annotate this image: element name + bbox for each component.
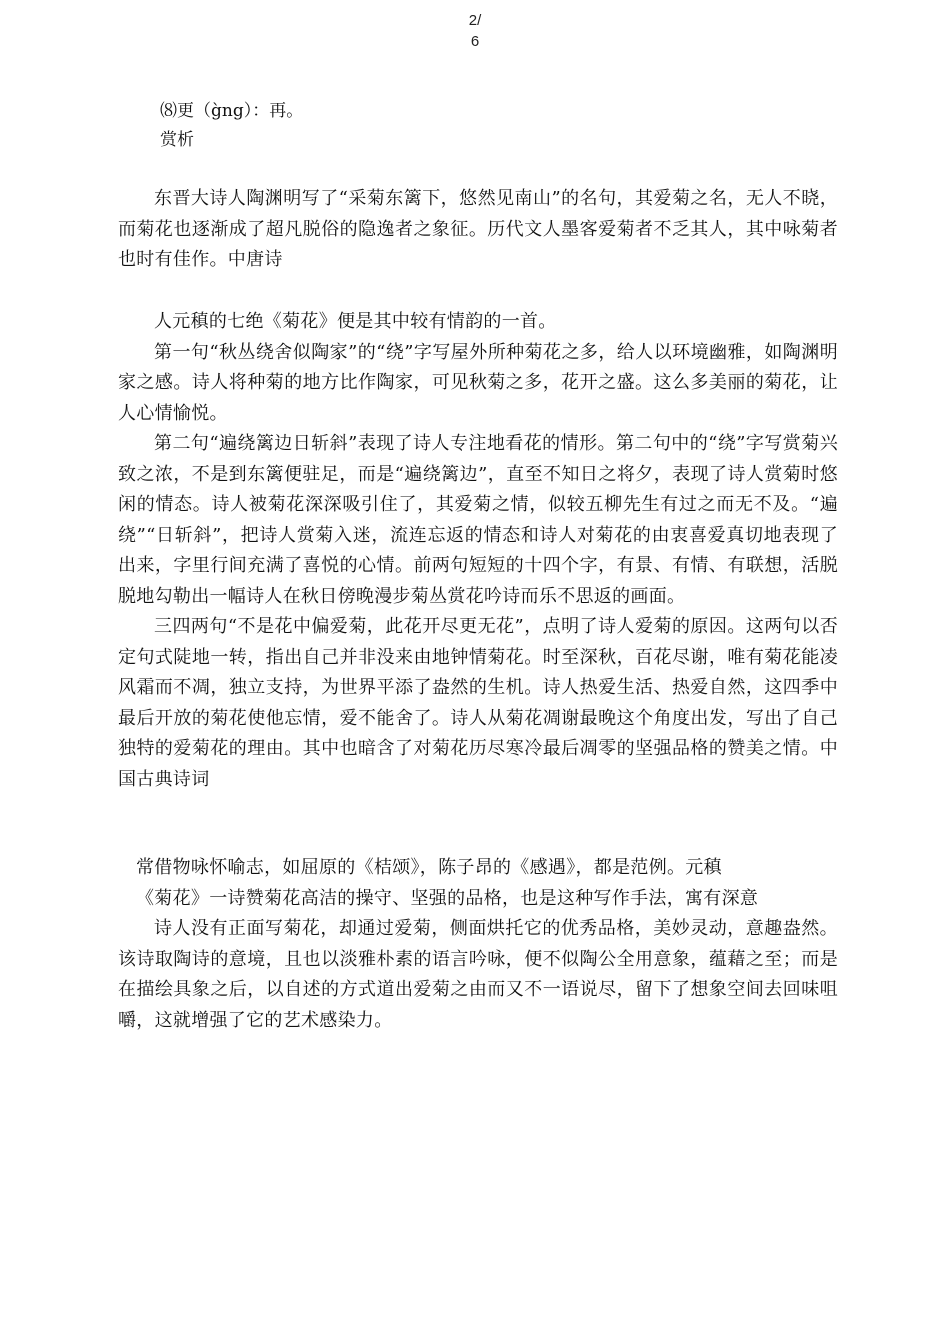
annotation-note: ⑻更（g̀ng）：再。: [160, 101, 304, 121]
paragraph-3: 第一句“秋丛绕舍似陶家”的“绕”字写屋外所种菊花之多，给人以环境幽雅，如陶渊明家之感。诗人将种菊的地方比作陶家，可见秋菊之多，花开之盛。这么多美丽的菊花，让人心情愉悦。: [118, 341, 838, 424]
paragraph-4: 第二句“遍绕篱边日斩斜”表现了诗人专注地看花的情形。第二句中的“绕”字写赏菊兴致之浓，不是到东篱便驻足，而是“遍绕篱边”，直至不知日之将夕，表现了诗人赏菊时悠闲的情态。诗人被菊花深深吸引住了，其爱菊之情，似较五柳先生有过之而无不及。“遍绕”“日斩斜”，把诗人赏菊入迷，流连忘返的情态和诗人对菊花的由衷喜爱真切地表现了出来，字里行间充满了喜悦的心情。前两句短短的十四个字，有景、有情、有联想，活脱脱地勾勒出一幅诗人在秋日傍晚漫步菊丛赏花吟诗而乐不思返的画面。: [118, 433, 838, 607]
paragraph-6-line-1: 常借物咏怀喻志，如屈原的《桔颂》，陈子昂的《感遇》，都是范例。元稹: [136, 857, 722, 878]
paragraph-block-3: [118, 853, 838, 1036]
paragraph-block-1: [118, 184, 838, 276]
page-number-bottom: 6: [470, 33, 480, 50]
paragraph-1: 东晋大诗人陶渊明写了“采菊东篱下，悠然见南山”的名句，其爱菊之名，无人不晓，而菊花也逐渐成了超凡脱俗的隐逸者之象征。历代文人墨客爱菊者不乏其人，其中咏菊者也时有佳作。中唐诗: [118, 188, 838, 270]
paragraph-5: 三四两句“不是花中偏爱菊，此花开尽更无花”，点明了诗人爱菊的原因。这两句以否定句式陡地一转，指出自己并非没来由地钟情菊花。时至深秋，百花尽谢，唯有菊花能凌风霜而不凋，独立支持，为世界平添了盎然的生机。诗人热爱生活、热爱自然，这四季中最后开放的菊花使他忘情，爱不能舍了。诗人从菊花凋谢最晚这个角度出发，写出了自己独特的爱菊花的理由。其中也暗含了对菊花历尽寒冷最后凋零的坚强品格的赞美之情。中国古典诗词: [118, 616, 838, 790]
page-number-top: 2/: [468, 12, 482, 29]
section-heading: 赏析: [160, 130, 194, 150]
paragraph-7: 诗人没有正面写菊花，却通过爱菊，侧面烘托它的优秀品格，美妙灵动，意趣盎然。该诗取陶诗的意境，且也以淡雅朴素的语言吟咏，便不似陶公全用意象，蕴藉之至；而是在描绘具象之后，以自述的方式道出爱菊之由而又不一语说尽，留下了想象空间去回味咀嚼，这就增强了它的艺术感染力。: [118, 918, 838, 1031]
paragraph-2: 人元稹的七绝《菊花》便是其中较有情韵的一首。: [154, 311, 557, 332]
paragraph-6-line-2: 《菊花》一诗赞菊花高洁的操守、坚强的品格，也是这种写作手法，寓有深意: [136, 887, 759, 909]
paragraph-block-2: [118, 307, 838, 795]
